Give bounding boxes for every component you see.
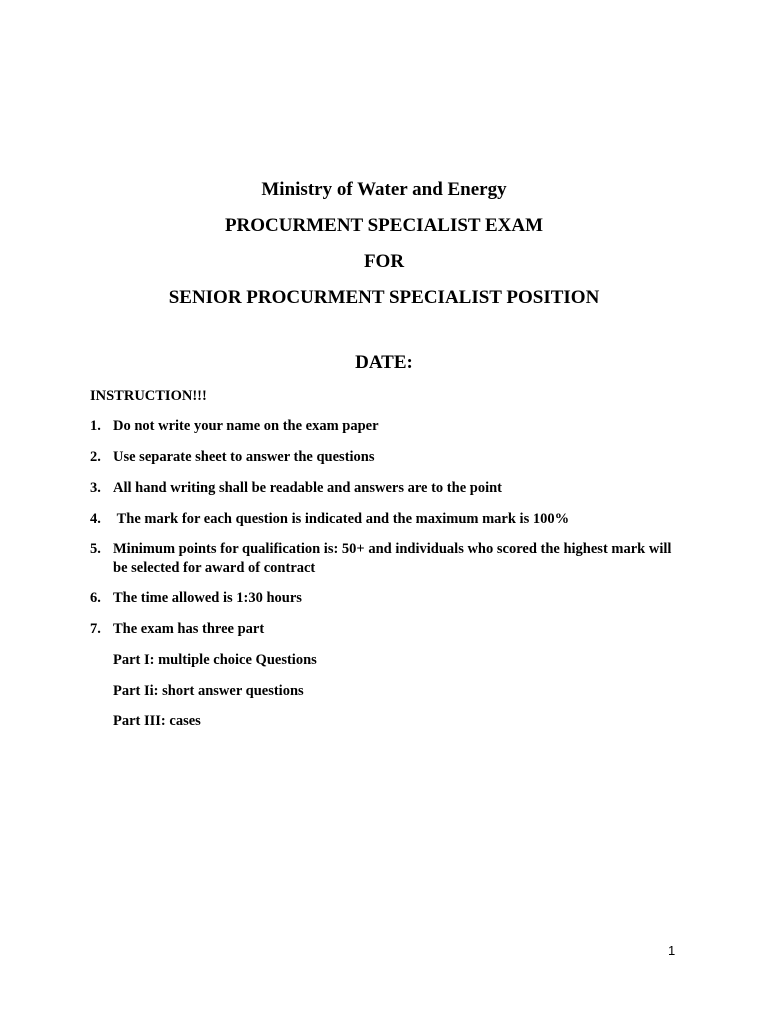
position-title: SENIOR PROCURMENT SPECIALIST POSITION	[168, 287, 600, 308]
item-text: Minimum points for qualification is: 50+ and individuals who scored the highest mark will be selected for award of contract	[113, 541, 676, 576]
page-number: 1	[668, 943, 676, 958]
item-text: Do not write your name on the exam paper	[113, 418, 379, 434]
part-item: Part I: multiple choice Questions	[113, 652, 317, 668]
exam-title: PROCURMENT SPECIALIST EXAM	[224, 215, 544, 236]
part-item: Part III: cases	[113, 713, 201, 729]
item-number: 2.	[90, 449, 101, 465]
part-item: Part Ii: short answer questions	[113, 683, 304, 699]
item-text: Use separate sheet to answer the questions	[113, 449, 375, 465]
item-number: 4.	[90, 511, 101, 527]
item-text: The mark for each question is indicated and the maximum mark is 100%	[113, 511, 570, 527]
item-text: The exam has three part	[113, 621, 265, 637]
item-number: 3.	[90, 480, 101, 496]
item-number: 1.	[90, 418, 101, 434]
date-label: DATE:	[355, 352, 413, 373]
item-text: All hand writing shall be readable and answers are to the point	[113, 480, 502, 496]
item-number: 5.	[90, 541, 101, 557]
instruction-title: INSTRUCTION!!!	[90, 388, 207, 404]
item-number: 7.	[90, 621, 101, 637]
for-heading: FOR	[363, 251, 405, 272]
ministry-title: Ministry of Water and Energy	[261, 179, 507, 200]
item-text: The time allowed is 1:30 hours	[113, 590, 302, 606]
item-number: 6.	[90, 590, 101, 606]
